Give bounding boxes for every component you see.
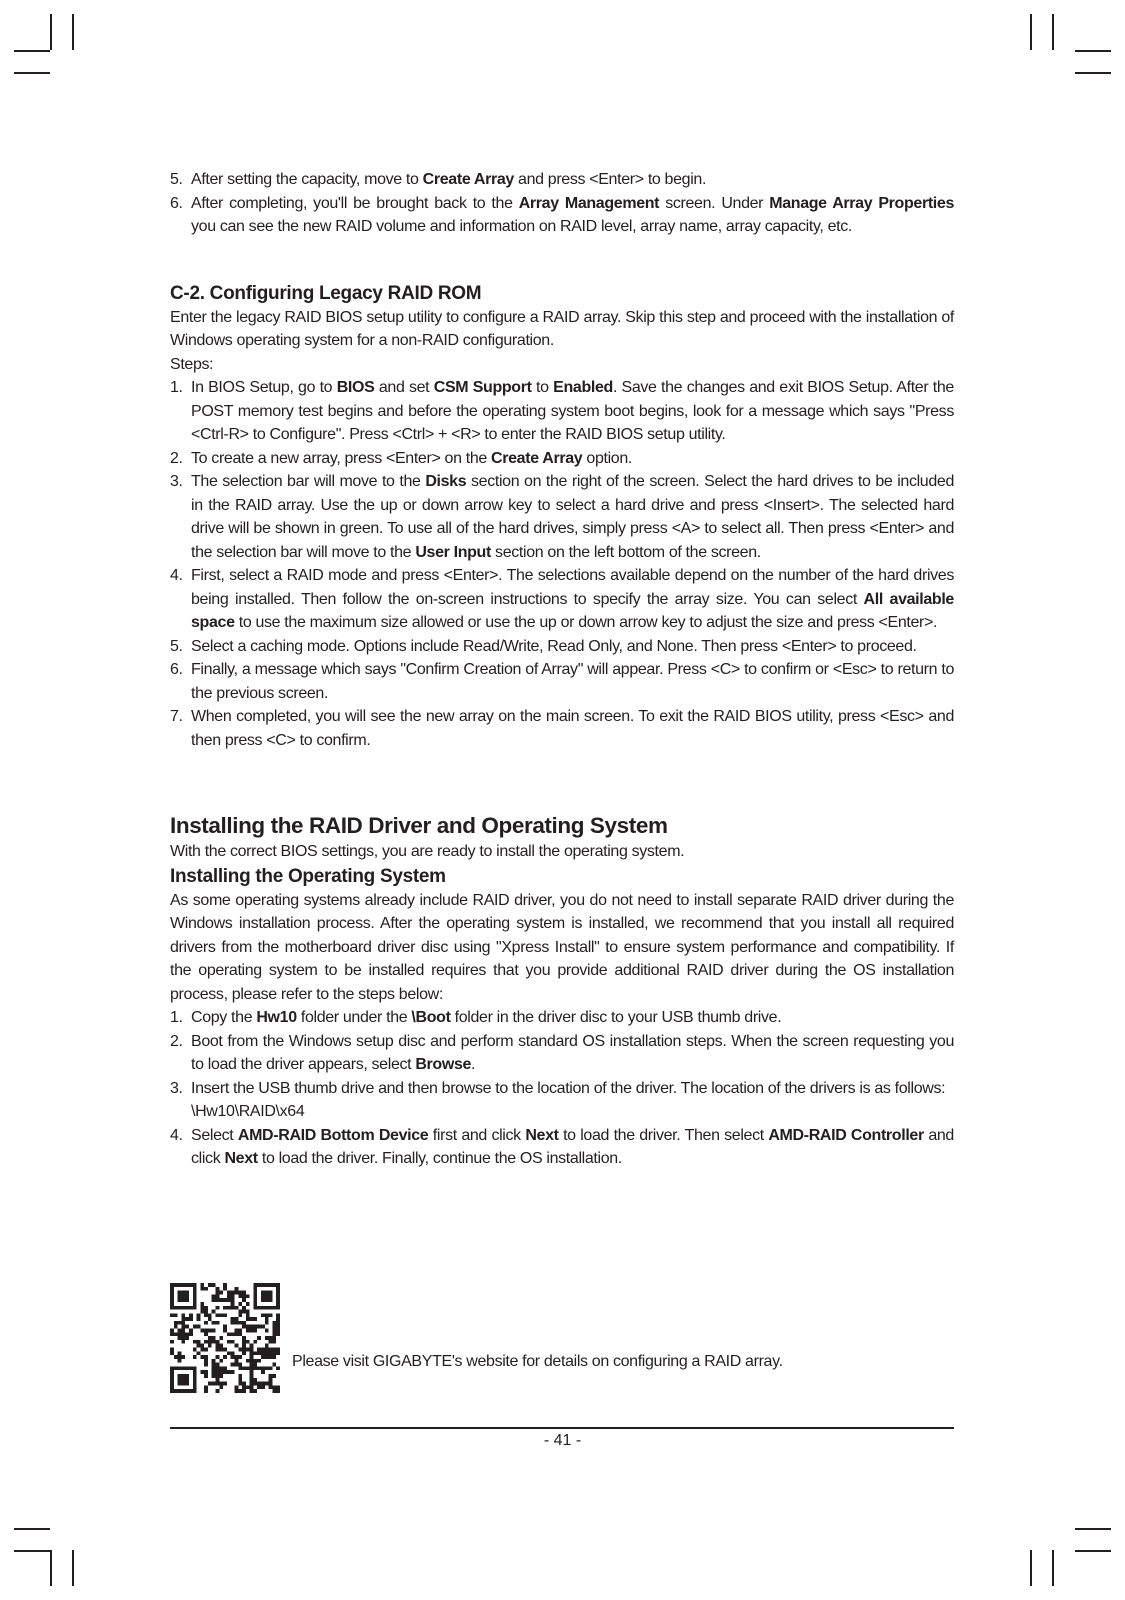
list-text: After setting the capacity, move to (191, 171, 423, 188)
crop-mark (1075, 72, 1111, 74)
bold-term: Enabled (553, 379, 613, 396)
crop-mark (1075, 50, 1111, 52)
list-text: folder in the driver disc to your USB thumb drive. (450, 1009, 782, 1026)
list-item (170, 1006, 954, 1030)
bold-term: Browse (415, 1056, 472, 1073)
list-number: 5. (170, 171, 183, 188)
list-text: option. (582, 449, 632, 467)
qr-code-icon (170, 1283, 280, 1393)
list-number: 1. (170, 1009, 183, 1026)
list-item (170, 447, 954, 471)
list-text: First, select a RAID mode and press <Enter>. The selections available depend on the number of the hard drives being installed. Then follow the on-screen instructions to specify the array size. You can select (191, 567, 954, 608)
qr-caption: Please visit GIGABYTE's website for details on configuring a RAID array. (292, 1353, 783, 1370)
list-number: 4. (170, 567, 183, 584)
bold-term: Create Array (422, 171, 514, 188)
list-text: to use the maximum size allowed or use the up or down arrow key to adjust the size and press <Enter>. (234, 614, 938, 631)
list-number: 4. (170, 1126, 183, 1144)
crop-mark (14, 1550, 50, 1552)
list-text: . Save the changes and exit BIOS Setup. After the POST memory test begins and before the operating system boot begins, look for a message which says "Press <Ctrl-R> to Configure". Press <Ctrl> + <R> to enter the RAID BIOS setup utility. (191, 379, 954, 443)
list-item (170, 705, 954, 752)
bold-term: CSM Support (433, 379, 532, 396)
list-text: and set (374, 379, 434, 396)
page-content (170, 168, 954, 1171)
bold-term: All available space (191, 590, 954, 631)
bold-term: BIOS (336, 379, 375, 396)
crop-mark (1075, 1550, 1111, 1552)
list-text: Insert the USB thumb drive and then browse to the location of the driver. The location of the drivers is as follows: (191, 1079, 946, 1097)
steps-label: Steps: (170, 355, 214, 373)
list-text: To create a new array, press <Enter> on the (191, 449, 492, 467)
footer-rule (170, 1427, 954, 1429)
list-text: The selection bar will move to the (191, 473, 426, 490)
list-text: you can see the new RAID volume and information on RAID level, array name, array capacity, etc. (191, 218, 853, 235)
crop-mark (14, 50, 50, 52)
crop-mark (1030, 1550, 1032, 1586)
crop-mark (1075, 1528, 1111, 1530)
page-number: - 41 - (543, 1432, 582, 1449)
list-text: Select a caching mode. Options include Read/Write, Read Only, and None. Then press <Enter> to proceed. (191, 637, 917, 655)
list-text: first and click (428, 1126, 526, 1144)
bold-term: AMD-RAID Bottom Device (237, 1126, 429, 1144)
crop-mark (14, 1528, 50, 1530)
list-number: 2. (170, 449, 183, 467)
bold-term: AMD-RAID Controller (768, 1126, 924, 1144)
list-text: screen. Under (659, 194, 770, 212)
crop-mark (14, 72, 50, 74)
list-text: After completing, you'll be brought back to the (191, 194, 519, 212)
list-item (170, 564, 954, 635)
list-item (170, 376, 954, 447)
crop-mark (72, 14, 74, 50)
list-item (170, 168, 954, 192)
list-number: 1. (170, 379, 183, 396)
list-text: When completed, you will see the new array on the main screen. To exit the RAID BIOS utility, press <Esc> and then press <C> to confirm. (191, 708, 954, 749)
list-text: section on the left bottom of the screen. (490, 543, 761, 561)
bold-term: Manage Array Properties (769, 194, 954, 212)
list-number: 2. (170, 1032, 183, 1050)
bold-term: Array Management (518, 194, 660, 212)
bold-term: Next (224, 1150, 258, 1167)
list-text: Finally, a message which says "Confirm Creation of Array" will appear. Press <C> to confirm or <Esc> to return to the previous screen. (191, 661, 954, 702)
list-text: section on the right of the screen. Select the hard drives to be included in the RAID array. Use the up or down arrow key to select a hard drive and press <Insert>. The selected hard drive will be shown in green. To use all of the hard drives, simply press <A> to select all. Then press <Enter> and the selection bar will move to the (191, 473, 954, 561)
qr-section (170, 1283, 954, 1393)
install-driver-heading: Installing the RAID Driver and Operating System (170, 813, 668, 838)
list-item (170, 1124, 954, 1171)
driver-path: \Hw10\RAID\x64 (191, 1103, 305, 1120)
bold-term: Disks (425, 473, 467, 490)
list-text: to load the driver. Then select (558, 1126, 769, 1144)
crop-mark (50, 1550, 52, 1586)
list-text: . (471, 1056, 476, 1073)
list-text: Boot from the Windows setup disc and perform standard OS installation steps. When the screen requesting you to load the driver appears, select (191, 1032, 954, 1073)
install-steps-list (170, 1006, 954, 1100)
list-item (170, 192, 954, 239)
list-item (170, 470, 954, 564)
list-item (170, 635, 954, 659)
crop-mark (1030, 14, 1032, 50)
install-intro: With the correct BIOS settings, you are ready to install the operating system. (170, 843, 685, 860)
legacy-steps-list (170, 376, 954, 752)
install-os-heading: Installing the Operating System (170, 865, 446, 887)
legacy-intro: Enter the legacy RAID BIOS setup utility to configure a RAID array. Skip this step and proceed with the installation of Windows operating system for a non-RAID configuration. (170, 308, 954, 349)
list-number: 6. (170, 194, 183, 212)
list-number: 6. (170, 661, 183, 678)
bold-term: Create Array (491, 449, 583, 467)
list-text: to (531, 379, 554, 396)
list-text: Copy the (191, 1009, 257, 1026)
list-text: In BIOS Setup, go to (191, 379, 337, 396)
install-os-paragraph: As some operating systems already include RAID driver, you do not need to install separate RAID driver during the Windows installation process. After the operating system is installed, we recommend that you install all required drivers from the motherboard driver disc using "Xpress Install" to ensure system performance and compatibility. If the operating system to be installed requires that you provide additional RAID driver during the OS installation process, please refer to the steps below: (170, 891, 954, 1003)
crop-mark (50, 14, 52, 50)
bold-term: Next (525, 1126, 559, 1144)
bold-term: \Boot (411, 1009, 451, 1026)
bold-term: User Input (415, 543, 491, 561)
list-item (170, 1030, 954, 1077)
list-text: folder under the (296, 1009, 412, 1026)
crop-mark (1052, 1550, 1054, 1586)
crop-mark (72, 1550, 74, 1586)
crop-mark (1052, 14, 1054, 50)
list-item (170, 658, 954, 705)
list-text: to load the driver. Finally, continue the OS installation. (257, 1150, 622, 1167)
list-number: 5. (170, 637, 183, 655)
list-text: Select (191, 1126, 238, 1144)
legacy-raid-heading: C-2. Configuring Legacy RAID ROM (170, 282, 482, 304)
list-number: 7. (170, 708, 183, 725)
bold-term: Hw10 (256, 1009, 297, 1026)
list-number: 3. (170, 1079, 183, 1097)
list-text: and click (191, 1126, 954, 1167)
list-text: and press <Enter> to begin. (513, 171, 707, 188)
list-number: 3. (170, 473, 183, 490)
list-item (170, 1077, 954, 1101)
install-steps-list-continued (170, 1124, 954, 1171)
capacity-steps-list (170, 168, 954, 239)
